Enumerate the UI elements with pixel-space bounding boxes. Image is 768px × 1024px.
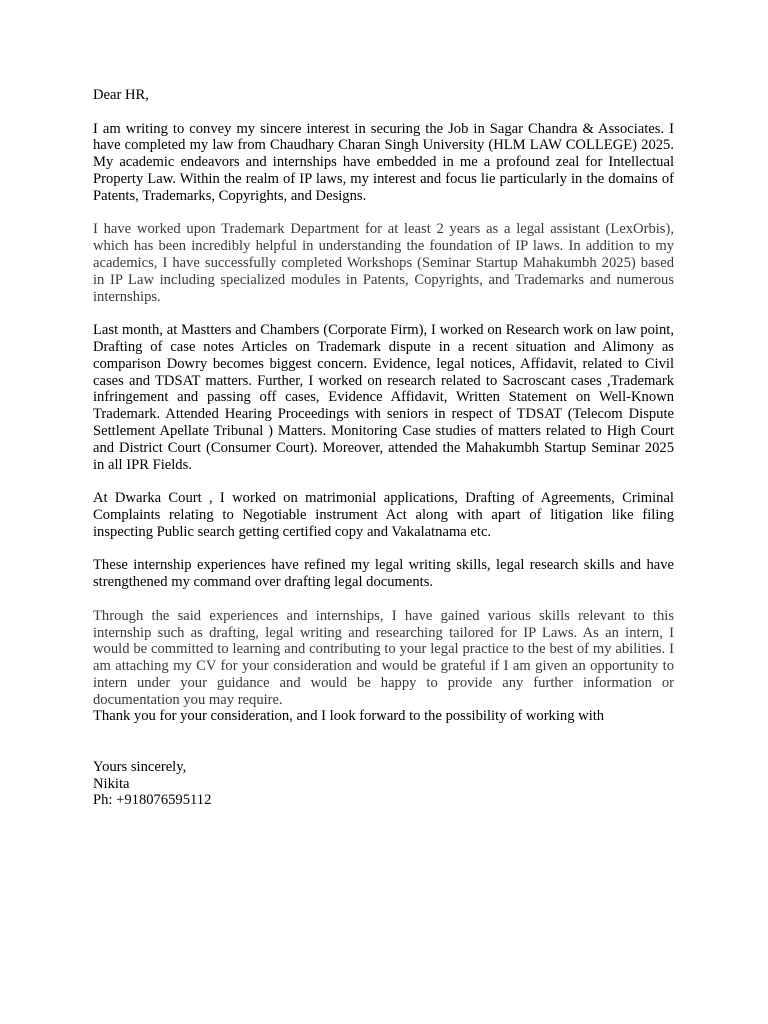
paragraph-dwarka-court: At Dwarka Court , I worked on matrimonial applications, Drafting of Agreements, Criminal Complaints relating to Negotiable instrument Act along with apart of litigation like filing inspecting Public search getting certified copy and Vakalatnama etc. <box>93 490 674 540</box>
signer-phone: Ph: +918076595112 <box>93 792 212 809</box>
paragraph-closing-statement: Through the said experiences and internships, I have gained various skills relevant to this internship such as drafting, legal writing and researching tailored for IP Laws. As an intern, I would be committed to learning and contributing to your legal practice to the best of my abilities. I am attaching my CV for your consideration and would be grateful if I am given an opportunity to intern under your guidance and would be happy to provide any further information or documentation you may require. <box>93 607 674 708</box>
signer-name: Nikita <box>93 775 130 792</box>
paragraph-mastters-chambers: Last month, at Mastters and Chambers (Corporate Firm), I worked on Research work on law point, Drafting of case notes Articles on Trademark dispute in a recent situation and Alimony as comparison Dowry becomes biggest concern. Evidence, legal notices, Affidavit, related to Civil cases and TDSAT matters. Further, I worked on research related to Sacroscant cases ,Trademark infringement and passing off cases, Evidence Affidavit, Written Statement on Well-Known Trademark. Attended Hearing Proceedings with seniors in respect of TDSAT (Telecom Dispute Settlement Apellate Tribunal ) Matters. Monitoring Case studies of matters related to High Court and District Court (Consumer Court). Moreover, attended the Mahakumbh Startup Seminar 2025 in all IPR Fields. <box>93 322 674 473</box>
greeting: Dear HR, <box>93 87 149 103</box>
paragraph-skills: These internship experiences have refined my legal writing skills, legal research skills and have strengthened my command over drafting legal documents. <box>93 557 674 591</box>
letter-body <box>93 87 674 809</box>
thank-you-line: Thank you for your consideration, and I look forward to the possibility of working with <box>93 708 605 725</box>
paragraph-trademark-experience: I have worked upon Trademark Department for at least 2 years as a legal assistant (LexOrbis), which has been incredibly helpful in understanding the foundation of IP laws. In addition to my academics, I have successfully completed Workshops (Seminar Startup Mahakumbh 2025) based in IP Law including specialized modules in Patents, Copyrights, and Trademarks and numerous internships. <box>93 221 674 305</box>
signoff <box>93 759 674 809</box>
closing-salutation: Yours sincerely, <box>93 758 187 775</box>
paragraph-intro: I am writing to convey my sincere interest in securing the Job in Sagar Chandra & Associates. I have completed my law from Chaudhary Charan Singh University (HLM LAW COLLEGE) 2025. My academic endeavors and internships have embedded in me a profound zeal for Intellectual Property Law. Within the realm of IP laws, my interest and focus lie particularly in the domains of Patents, Trademarks, Copyrights, and Designs. <box>93 120 674 204</box>
